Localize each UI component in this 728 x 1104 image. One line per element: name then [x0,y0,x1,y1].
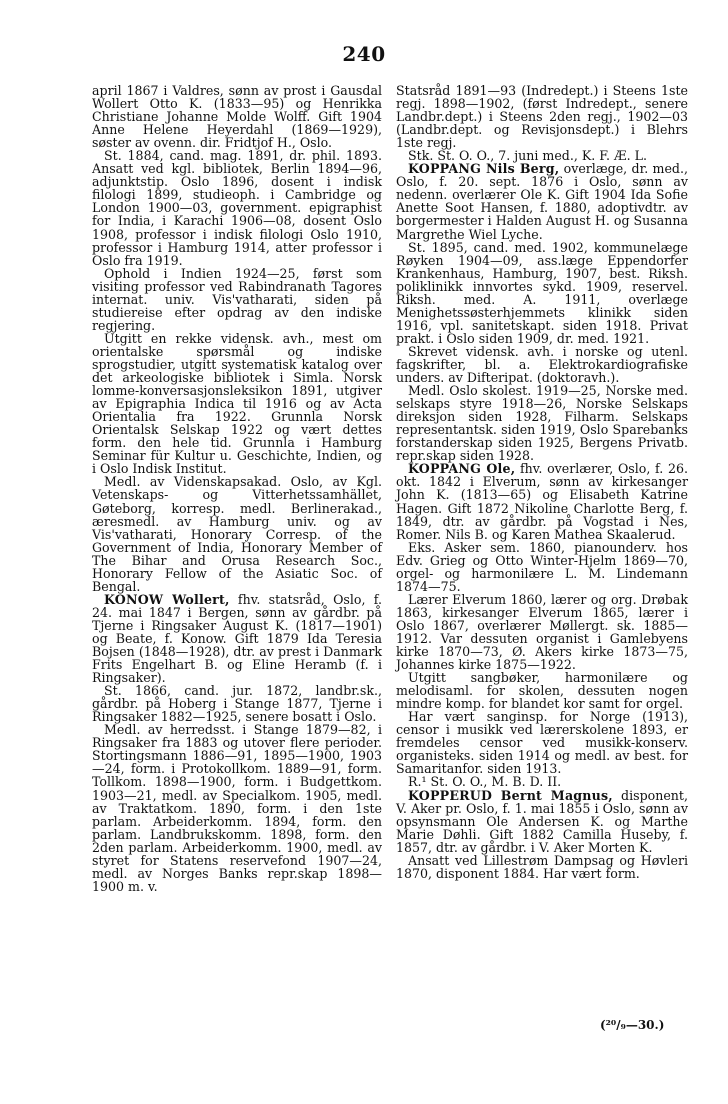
paragraph-memberships: Medl. av Videnskapsakad. Oslo, av Kgl. Vetenskaps- og Vitterhetssamhället, Gøteborg, korresp. medl. Berlinerakad., æresmedl. av Hamburg univ. og av Vis'vatharati, Honorary Corresp. of the Government of India, Honorary Member of The Bihar and Orusa Research Soc., Honorary Fellow of the Asiatic Soc. of Bengal. [92,474,382,594]
page-number: 240 [342,42,386,66]
paragraph-publications: Utgitt en rekke vidensk. avh., mest om orientalske spørsmål og indiske sprogstudier, utgitt systematisk katalog over det arkeologiske bibliotek i Simla. Norsk lomme-konversasjonsleksikon 1891, utgiver av Epigraphia Indica til 1916 og av Acta Orientalia fra 1922. Grunnla Norsk Orientalsk Selskap 1922 og vært dettes form. den hele tid. Grunnla i Hamburg Seminar für Kultur u. Geschichte, Indien, og i Oslo Indisk Institut. [92,330,382,477]
paragraph-koppang-ole-education: Eks. Asker sem. 1860, pianounderv. hos Edv. Grieg og Otto Winter-Hjelm 1869—70, orgel- og harmonilære L. M. Lindemann 1874—75. [396,539,688,594]
paragraph-koppang-ole-positions: Har vært sanginsp. for Norge (1913), censor i musikk ved lærerskolene 1893, er fremdeles censor ved musikk-konserv. organisteks. siden 1914 og medl. av best. for Samaritanfor. siden 1913. [396,709,688,777]
entry-body: overlæge, dr. med., Oslo, f. 20. sept. 1876 i Oslo, sønn av nedenn. overlærer Ole K. Gift 1904 Ida Sofie Anette Soot Hansen, f. 1880, adoptivdtr. av borgermester i Halden August H. og Susanna Margrethe Wiel Lyche. [396,161,688,242]
paragraph-koppang-nils-publications: Skrevet vidensk. avh. i norske og utenl. fagskrifter, bl. a. Elektrokardiografiske unders. av Difteripat. (doktoravh.). [396,343,688,386]
footer-print-mark: (²⁰/₉—30.) [600,1018,665,1032]
entry-body: disponent, V. Aker pr. Oslo, f. 1. mai 1855 i Oslo, sønn av opsynsmann Ole Andersen K. og Marthe Marie Døhli. Gift 1882 Camilla Huseby, f. 1857, dtr. av gårdbr. i V. Aker Morten K. [396,787,688,855]
paragraph-education-career: St. 1884, cand. mag. 1891, dr. phil. 1893. Ansatt ved kgl. bibliotek, Berlin 1894—96, adjunktstip. Oslo 1896, dosent i indisk filologi 1899, studieoph. i Cambridge og London 1900—03, government. epigraphist for India, i Karachi 1906—08, dosent Oslo 1908, professor i indisk filologi Oslo 1910, professor i Hamburg 1914, atter professor i Oslo fra 1919. [92,148,382,268]
entry-konow-wollert [92,593,382,684]
entry-koppang-ole [396,462,688,540]
paragraph-kopperud-career: Ansatt ved Lillestrøm Dampsag og Høvleri 1870, disponent 1884. Har vært form. [396,852,688,881]
paragraph-india-stay: Ophold i Indien 1924—25, først som visiting professor ved Rabindranath Tagores internat. univ. Vis'vatharati, siden på studiereise efter opdrag av den indiske regjering. [92,265,382,333]
entry-body: fhv. overlærer, Oslo, f. 26. okt. 1842 i Elverum, sønn av kirkesanger John K. (1813—65) og Elisabeth Katrine Hagen. Gift 1872 Nikoline Charlotte Berg, f. 1849, dtr. av gårdbr. på Vogstad i Nes, Romer. Nils B. og Karen Mathea Skaalerud. [396,461,688,542]
paragraph-koppang-ole-career: Lærer Elverum 1860, lærer og org. Drøbak 1863, kirkesanger Elverum 1865, lærer i Oslo 1867, overlærer Møllergt. sk. 1885—1912. Var dessuten organist i Gamlebyens kirke 1870—73, Ø. Akers kirke 1873—75, Johannes kirke 1875—1922. [396,591,688,673]
paragraph-konow-education: St. 1866, cand. jur. 1872, landbr.sk., gårdbr. på Hoberg i Stange 1877, Tjerne i Ringsaker 1882—1925, senere bosatt i Oslo. [92,683,382,725]
entry-headword: KONOW Wollert, [104,591,230,607]
paragraph-koppang-nils-career: St. 1895, cand. med. 1902, kommunelæge Røyken 1904—09, ass.læge Eppendorfer Krankenhaus, Hamburg, 1907, best. Riksh. poliklinikk innvortes sykd. 1909, reservel. Riksh. med. A. 1911, overlæge Menighetssøsterhjemmets klinikk siden 1916, vpl. sanitetskapt. siden 1918. Privat prakt. i Oslo siden 1909, dr. med. 1921. [396,239,688,346]
paragraph-konow-statsrad: Statsråd 1891—93 (Indredept.) i Steens 1ste regj. 1898—1902, (først Indredept., senere Landbr.dept.) i Steens 2den regj., 1902—03 (Landbr.dept. og Revisjonsdept.) i Blehrs 1ste regj. [396,83,688,151]
paragraph-konow-politics: Medl. av herredsst. i Stange 1879—82, i Ringsaker fra 1883 og utover flere perioder. Stortingsmann 1886—91, 1895—1900, 1903—24, form. i Protokollkom. 1889—91, form. Tollkom. 1898—1900, form. i Budgettkom. 1903—21, medl. av Specialkom. 1905, medl. av Traktatkom. 1890, form. i den 1ste parlam. Arbeiderkomm. 1894, form. den parlam. Landbrukskomm. 1898, form. den 2den parlam. Arbeiderkomm. 1900, medl. av styret for Statens reservefond 1907—24, medl. av Norges Banks repr.skap 1898—1900 m. v. [92,722,382,894]
entry-headword: KOPPERUD Bernt Magnus, [408,787,613,803]
paragraph-konow-sten-continued: april 1867 i Valdres, sønn av prost i Gausdal Wollert Otto K. (1833—95) og Henrikka Christiane Johanne Molde Wolff. Gift 1904 Anne Helene Heyerdahl (1869—1929), søster av ovenn. dir. Fridtjof H., Oslo. [92,83,382,151]
entry-kopperud-bernt-magnus [396,789,688,854]
paragraph-konow-decorations: Stk. St. O. O., 7. juni med., K. F. Æ. L. [408,148,648,164]
entry-headword: KOPPANG Nils Berg, [408,161,560,177]
entry-headword: KOPPANG Ole, [408,461,516,477]
entry-body: fhv. statsråd, Oslo, f. 24. mai 1847 i Bergen, sønn av gårdbr. på Tjerne i Ringsaker August K. (1817—1901) og Beate, f. Konow. Gift 1879 Ida Teresia Bojsen (1848—1928), dtr. av prest i Danmark Frits Engelhart B. og Eline Heramb (f. i Ringsaker). [92,591,382,686]
paragraph-koppang-nils-memberships: Medl. Oslo skolest. 1919—25, Norske med. selskaps styre 1918—26, Norske Selskaps direksjon siden 1928, Filharm. Selskaps representantsk. siden 1919, Oslo Sparebanks forstanderskap siden 1925, Bergens Privatb. repr.skap siden 1928. [396,383,688,464]
paragraph-koppang-ole-publications: Utgitt sangbøker, harmonilære og melodisaml. for skolen, dessuten nogen mindre komp. for blandet kor samt for orgel. [396,670,688,712]
right-column [396,84,688,880]
paragraph-koppang-ole-decorations: R.¹ St. O. O., M. B. D. II. [408,774,562,790]
left-column [92,84,382,893]
entry-koppang-nils-berg [396,162,688,240]
